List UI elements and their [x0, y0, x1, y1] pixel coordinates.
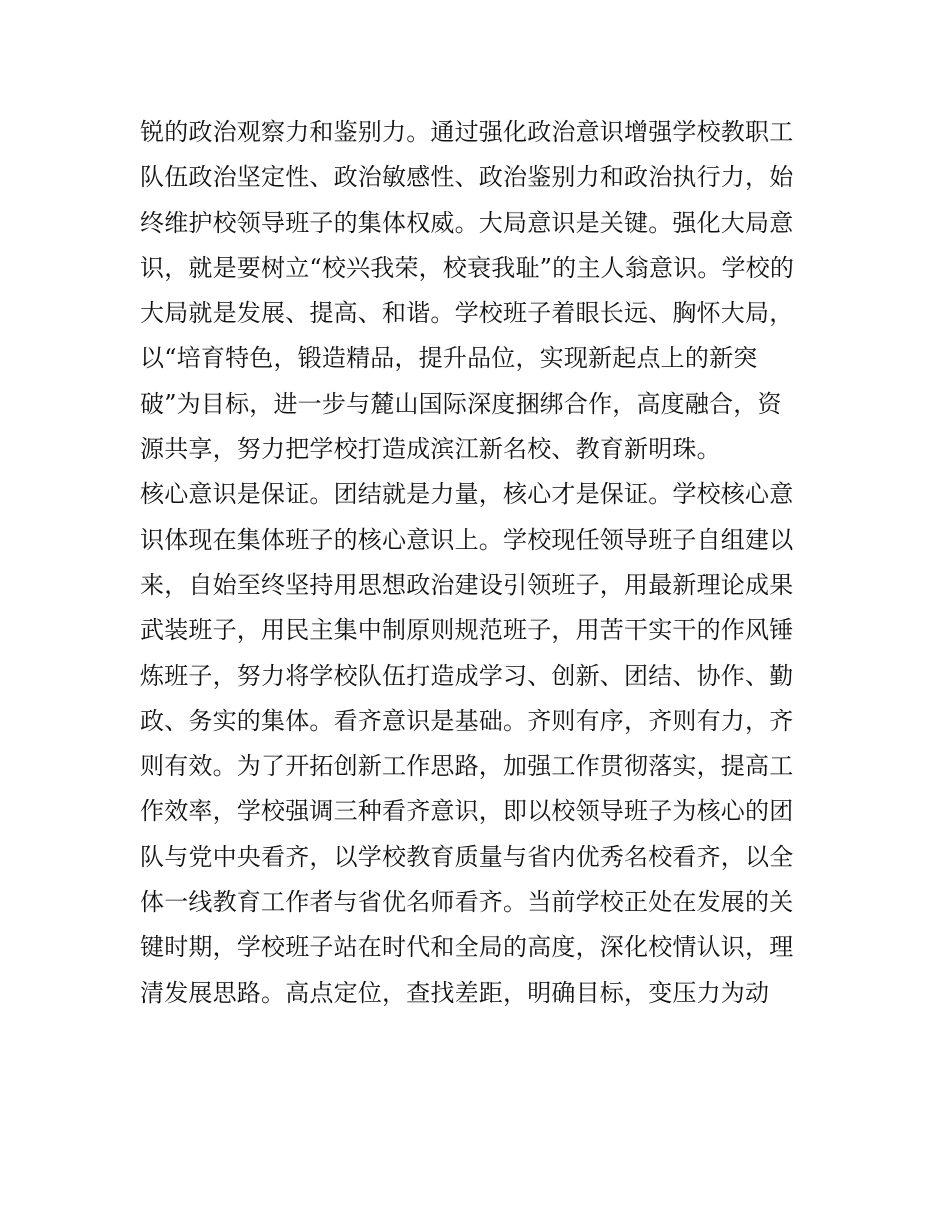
- text-line: 队伍政治坚定性、政治敏感性、政治鉴别力和政治执行力，始: [140, 163, 794, 192]
- text-line: 终维护校领导班子的集体权威。大局意识是关键。强化大局意: [140, 208, 794, 237]
- text-line: 识，就是要树立“校兴我荣，校衰我耻”的主人翁意识。学校的: [140, 253, 795, 282]
- text-line: 武装班子，用民主集中制原则规范班子，用苦干实干的作风锤: [140, 616, 794, 645]
- text-line: 体一线教育工作者与省优名师看齐。当前学校正处在发展的关: [140, 888, 794, 917]
- text-line: 作效率，学校强调三种看齐意识，即以校领导班子为核心的团: [140, 797, 794, 826]
- text-line: 清发展思路。高点定位，查找差距，明确目标，变压力为动: [140, 978, 770, 1007]
- text-line: 大局就是发展、提高、和谐。学校班子着眼长远、胸怀大局，: [140, 299, 794, 328]
- text-line: 队与党中央看齐，以学校教育质量与省内优秀名校看齐，以全: [140, 842, 794, 871]
- text-line: 炼班子，努力将学校队伍打造成学习、创新、团结、协作、勤: [140, 661, 794, 690]
- text-line: 以“培育特色，锻造精品，提升品位，实现新起点上的新突: [140, 344, 758, 373]
- text-line: 识体现在集体班子的核心意识上。学校现任领导班子自组建以: [140, 525, 794, 554]
- text-line: 键时期，学校班子站在时代和全局的高度，深化校情认识，理: [140, 933, 794, 962]
- text-line: 锐的政治观察力和鉴别力。通过强化政治意识增强学校教职工: [140, 118, 794, 146]
- text-line: 来，自始至终坚持用思想政治建设引领班子，用最新理论成果: [140, 570, 794, 599]
- text-line: 核心意识是保证。团结就是力量，核心才是保证。学校核心意: [140, 480, 794, 509]
- body-text: [140, 110, 830, 1016]
- text-line: 破”为目标，进一步与麓山国际深度捆绑合作，高度融合，资: [140, 389, 782, 418]
- text-line: 源共享，努力把学校打造成滨江新名校、教育新明珠。: [140, 435, 721, 464]
- text-line: 政、务实的集体。看齐意识是基础。齐则有序，齐则有力，齐: [140, 706, 794, 735]
- text-line: 则有效。为了开拓创新工作思路，加强工作贯彻落实，提高工: [140, 752, 794, 781]
